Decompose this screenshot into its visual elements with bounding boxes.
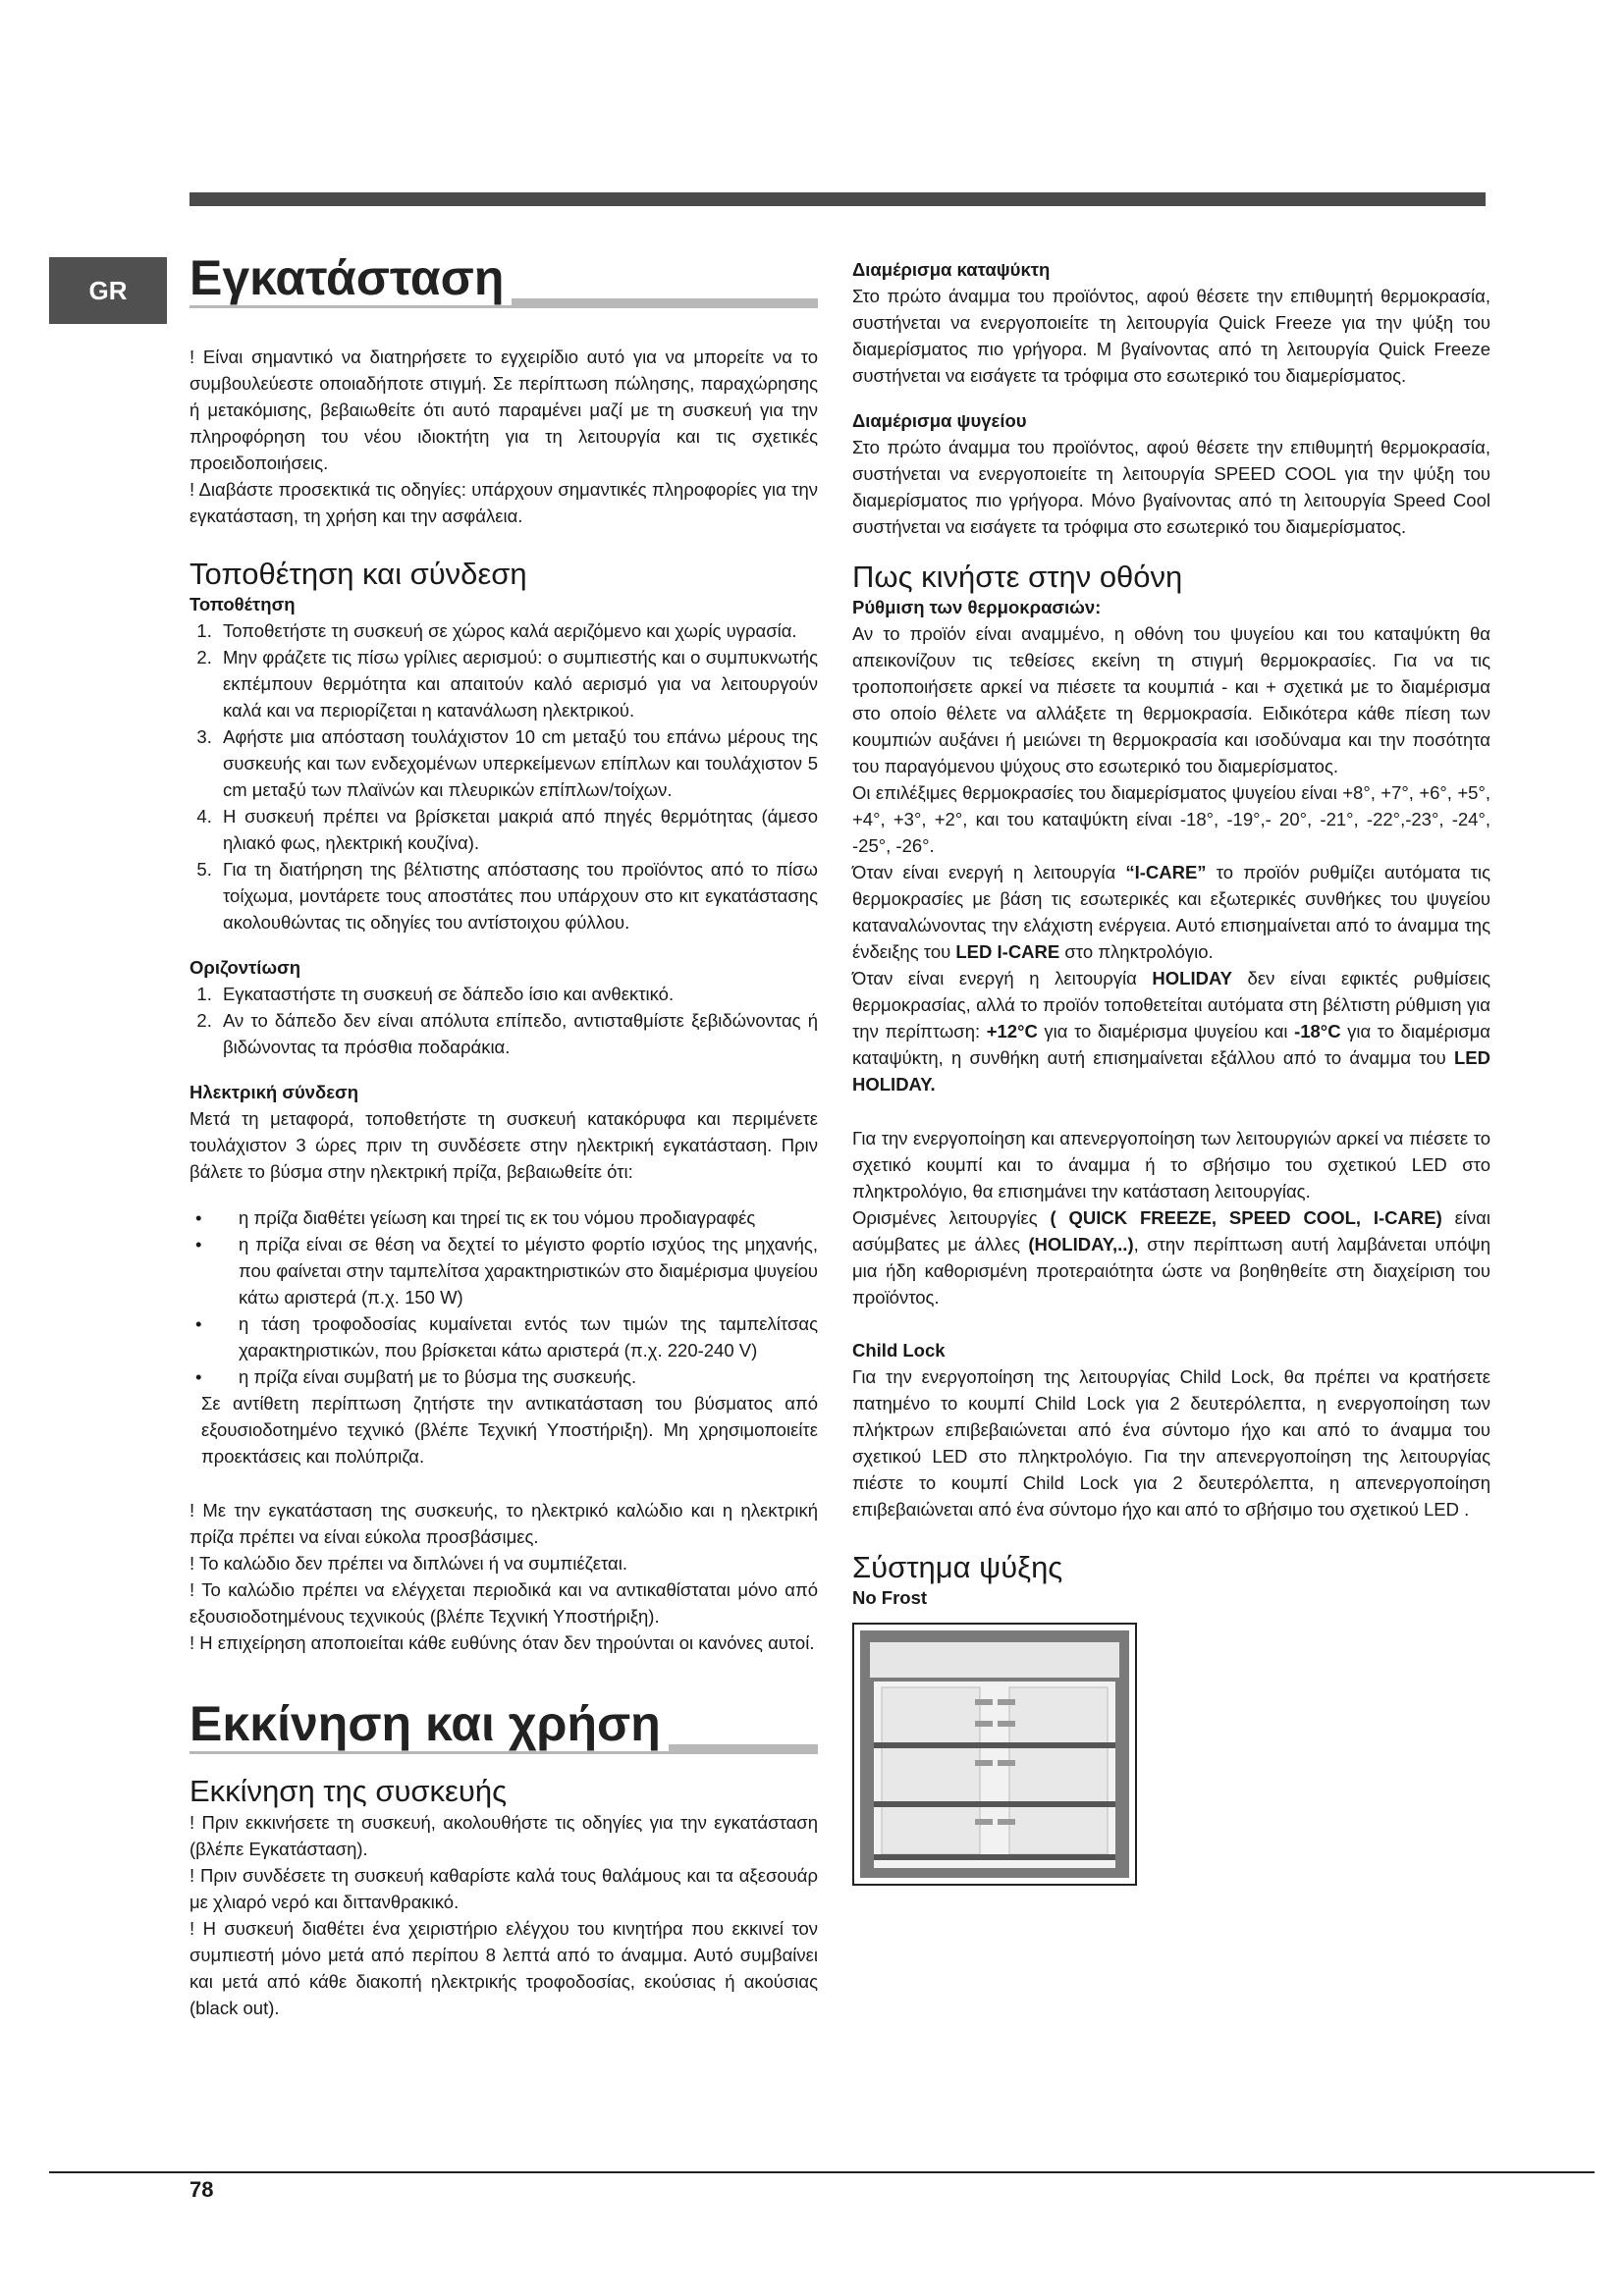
screen-paragraph-1: Αν το προϊόν είναι αναμμένο, η οθόνη του ψυγείου και του καταψύκτη θα απεικονίζουν τις τεθείσες εκείνη τη στιγμή θερμοκρασίες. Για να τις τροποποιήσετε αρκεί να πιέσετε τα κουμπιά - και + σχετικά με το διαμέρισμα στο οποίο θέλετε να αλλάξετε τη θερμοκρασία. Ειδικότερα κάθε πίεση των κουμπιών αυξάνει ή μειώνει τη θερμοκρασία και ισοδύναμα και την ποσότητα του παραγόμενου ψύχους στο εσωτερικό του διαμερίσματος.	[852, 623, 1490, 776]
language-tab: GR	[49, 257, 167, 324]
placement-title: Τοποθέτηση και σύνδεση	[189, 557, 527, 591]
list-item: 2. Μην φράζετε τις πίσω γρίλιες αερισμού: ο συμπιεστής και ο συμπυκνωτής εκπέμπουν θερμότητα και απαιτούν καλό αερισμό για να λειτουργούν καλά και να περιορίζεται η κατανάλωση ηλεκτρικού.	[217, 644, 818, 723]
list-item: 2. Αν το δάπεδο δεν είναι απόλυτα επίπεδο, αντισταθμίστε ξεβιδώνοντας ή βιδώνοντας τα πρόσθια ποδαράκια.	[217, 1007, 818, 1060]
warning-1: ! Με την εγκατάσταση της συσκευής, το ηλεκτρικό καλώδιο και η ηλεκτρική πρίζα πρέπει να είναι εύκολα προσβάσιμες.	[189, 1500, 818, 1547]
list-item: 4. Η συσκευή πρέπει να βρίσκεται μακριά από πηγές θερμότητας (άμεσο ηλιακό φως, ηλεκτρική κουζίνα).	[217, 803, 818, 856]
placement-list	[189, 617, 818, 935]
top-compartment	[870, 1642, 1119, 1678]
leveling-subtitle: Οριζοντίωση	[189, 957, 301, 978]
list-item: • η πρίζα είναι σε θέση να δεχτεί το μέγιστο φορτίο ισχύος της μηχανής, που φαίνεται στην ταμπελίτσα χαρακτηριστικών στο διαμέρισμα ψυγείου κάτω αριστερά (π.χ. 150 W)	[219, 1231, 818, 1310]
list-item: 5. Για τη διατήρηση της βέλτιστης απόστασης του προϊόντος από το πίσω τοίχωμα, μοντάρετε τους αποστάτες που υπάρχουν στο κιτ εγκατάστασης ακολουθώντας τις οδηγίες του αντίστοιχου φύλλου.	[217, 856, 818, 935]
fridge-subtitle: Διαμέρισμα ψυγείου	[852, 410, 1027, 431]
screen-paragraph-2: Οι επιλέξιμες θερμοκρασίες του διαμερίσματος ψυγείου είναι +8°, +7°, +6°, +5°, +4°, +3°, +2°, και του καταψύκτη είναι -18°, -19°,- 20°, -21°, -22°,-23°, -24°, -25°, -26°.	[852, 782, 1490, 856]
childlock-paragraph: Για την ενεργοποίηση της λειτουργίας Child Lock, θα πρέπει να κρατήσετε πατημένο το κουμπί Child Lock για 2 δευτερόλεπτα, η ενεργοποίηση των πλήκτρων επιβεβαιώνεται από ένα σύντομο ήχο και από το άναμμα του σχετικού LED στο πληκτρολόγιο. Για την απενεργοποίηση της λειτουργίας πιέστε το κουμπί Child Lock για 2 δευτερόλεπτα, η απενεργοποίηση επιβεβαιώνεται από ένα σύντομο ήχο και από το σβήσιμο του σχετικού LED .	[852, 1366, 1490, 1520]
warning-2: ! Το καλώδιο δεν πρέπει να διπλώνει ή να συμπιέζεται.	[189, 1553, 627, 1574]
intro-paragraph-1: ! Είναι σημαντικό να διατηρήσετε το εγχειρίδιο αυτό για να μπορείτε να το συμβουλεύεστε οποιαδήποτε στιγμή. Σε περίπτωση πώλησης, παραχώρησης ή μετακόμισης, βεβαιωθείτε ότι αυτό παραμένει μαζί με τη συσκευή για την πληροφόρηση του νέου ιδιοκτήτη για τη λειτουργία και τις σχετικές προειδοποιήσεις.	[189, 347, 818, 473]
airflow-arrow	[998, 1721, 1015, 1727]
top-rule	[189, 192, 1486, 206]
list-item: • η πρίζα διαθέτει γείωση και τηρεί τις εκ του νόμου προδιαγραφές	[219, 1204, 818, 1231]
start-paragraph-2: ! Πριν συνδέσετε τη συσκευή καθαρίστε καλά τους θαλάμους και τα αξεσουάρ με χλιαρό νερό και διττανθρακικό.	[189, 1865, 818, 1912]
airflow-arrow	[975, 1699, 993, 1705]
airflow-arrow	[975, 1760, 993, 1766]
holiday-paragraph: Όταν είναι ενεργή η λειτουργία HOLIDAY δεν είναι εφικτές ρυθμίσεις θερμοκρασίας, αλλά το προϊόν τοποθετείται αυτόματα στη βέλτιστη ρύθμιση για την περίπτωση: +12°C για το διαμέρισμα ψυγείου και -18°C για το διαμέρισμα καταψύκτη, η συνθήκη αυτή επισημαίνεται εξάλλου από το άναμμα του LED HOLIDAY.	[852, 968, 1491, 1095]
cooling-subtitle: No Frost	[852, 1587, 928, 1608]
right-column	[852, 257, 1490, 1891]
list-item: 3. Αφήστε μια απόσταση τουλάχιστον 10 cm μεταξύ του επάνω μέρους της συσκευής και των ενδεχομένων υπερκείμενων επίπλων και τουλάχιστον 5 cm μεταξύ των πλαϊνών και πλευρικών επίπλων/τοίχων.	[217, 723, 818, 803]
start-paragraph-3: ! Η συσκευή διαθέτει ένα χειριστήριο ελέγχου του κινητήρα που εκκινεί τον συμπιεστή μόνο μετά από περίπου 8 λεπτά από το άναμμα. Αυτό συμβαίνει και μετά από κάθε διακοπή ηλεκτρικής τροφοδοσίας, εκούσιας ή ακούσιας (black out).	[189, 1918, 818, 2018]
start-paragraph-1: ! Πριν εκκινήσετε τη συσκευή, ακολουθήστε τις οδηγίες για την εγκατάσταση (βλέπε Εγκατάσταση).	[189, 1812, 818, 1859]
list-item: • η πρίζα είναι συμβατή με το βύσμα της συσκευής.	[219, 1363, 818, 1390]
warning-3: ! Το καλώδιο πρέπει να ελέγχεται περιοδικά και να αντικαθίσταται μόνο από εξουσιοδοτημένους τεχνικούς (βλέπε Τεχνική Υποστήριξη).	[189, 1579, 818, 1627]
airflow-arrow	[975, 1721, 993, 1727]
nofrost-diagram	[852, 1623, 1137, 1886]
placement-subtitle: Τοποθέτηση	[189, 594, 296, 614]
leveling-list	[189, 981, 818, 1060]
shelf	[874, 1742, 1115, 1748]
shelf	[874, 1854, 1115, 1860]
freezer-paragraph: Στο πρώτο άναμμα του προϊόντος, αφού θέσετε την επιθυμητή θερμοκρασία, συστήνεται να ενεργοποιείτε τη λειτουργία Quick Freeze για την ψύξη του διαμερίσματος πιο γρήγορα. Μ βγαίνοντας από τη λειτουργία Quick Freeze συστήνεται να εισάγετε τα τρόφιμα στο εσωτερικό του διαμερίσματος.	[852, 286, 1490, 386]
freezer-subtitle: Διαμέρισμα καταψύκτη	[852, 259, 1051, 280]
screen-title: Πως κινήστε στην οθόνη	[852, 560, 1183, 594]
childlock-subtitle: Child Lock	[852, 1340, 946, 1361]
functions-paragraph-1: Για την ενεργοποίηση και απενεργοποίηση των λειτουργιών αρκεί να πιέσετε το σχετικό κουμπί και το άναμμα ή το σβήσιμο του σχετικού LED στο πληκτρολόγιο, θα επισημάνει την κατάσταση λειτουργίας.	[852, 1128, 1490, 1201]
warning-4: ! Η επιχείρηση αποποιείται κάθε ευθύνης όταν δεν τηρούνται οι κανόνες αυτοί.	[189, 1632, 815, 1653]
electric-intro: Μετά τη μεταφορά, τοποθετήστε τη συσκευή κατακόρυφα και περιμένετε τουλάχιστον 3 ώρες πριν τη συνδέσετε στην ηλεκτρική εγκατάσταση. Πριν βάλετε το βύσμα στην ηλεκτρική πρίζα, βεβαιωθείτε ότι:	[189, 1108, 818, 1182]
airflow-arrow	[975, 1819, 993, 1825]
left-drawer-area	[882, 1687, 980, 1854]
bottom-rule	[49, 2171, 1595, 2173]
left-column	[189, 245, 818, 2021]
list-item: 1. Εγκαταστήστε τη συσκευή σε δάπεδο ίσιο και ανθεκτικό.	[217, 981, 818, 1007]
cooling-title: Σύστημα ψύξης	[852, 1550, 1063, 1584]
electric-bullets	[189, 1204, 818, 1390]
airflow-arrow	[998, 1819, 1015, 1825]
right-drawer-area	[1009, 1687, 1108, 1854]
list-item: • η τάση τροφοδοσίας κυμαίνεται εντός των τιμών της ταμπελίτσας χαρακτηριστικών, που βρίσκεται κάτω αριστερά (π.χ. 220-240 V)	[219, 1310, 818, 1363]
electric-else: Σε αντίθετη περίπτωση ζητήστε την αντικατάσταση του βύσματος από εξουσιοδοτημένο τεχνικό (βλέπε Τεχνική Υποστήριξη). Μη χρησιμοποιείτε προεκτάσεις και πολύπριζα.	[201, 1393, 818, 1467]
shelf	[874, 1801, 1115, 1807]
intro-paragraph-2: ! Διαβάστε προσεκτικά τις οδηγίες: υπάρχουν σημαντικές πληροφορίες για την εγκατάσταση, τη χρήση και την ασφάλεια.	[189, 479, 818, 526]
start-title: Εκκίνηση και χρήση	[189, 1691, 818, 1754]
functions-paragraph-2: Ορισμένες λειτουργίες ( QUICK FREEZE, SPEED COOL, I-CARE) είναι ασύμβατες με άλλες (HOLIDAY,..), στην περίπτωση αυτή λαμβάνεται υπόψη μια ήδη καθορισμένη προτεραιότητα ώστε να βοηθηθείτε στη διαχείριση του προϊόντος.	[852, 1207, 1490, 1308]
install-title: Εγκατάσταση	[189, 245, 818, 308]
page-number: 78	[189, 2177, 214, 2202]
screen-subtitle: Ρύθμιση των θερμοκρασιών:	[852, 597, 1102, 617]
electric-subtitle: Ηλεκτρική σύνδεση	[189, 1082, 359, 1102]
airflow-arrow	[998, 1760, 1015, 1766]
airflow-arrow	[998, 1699, 1015, 1705]
start-subtitle: Εκκίνηση της συσκευής	[189, 1774, 508, 1808]
list-item: 1. Τοποθετήστε τη συσκευή σε χώρος καλά αεριζόμενο και χωρίς υγρασία.	[217, 617, 818, 644]
fridge-paragraph: Στο πρώτο άναμμα του προϊόντος, αφού θέσετε την επιθυμητή θερμοκρασία, συστήνεται να ενεργοποιείτε τη λειτουργία SPEED COOL για την ψύξη του διαμερίσματος πιο γρήγορα. Μόνο βγαίνοντας από τη λειτουργία Speed Cool συστήνεται να εισάγετε τα τρόφιμα στο εσωτερικό του διαμερίσματος.	[852, 437, 1490, 537]
icare-paragraph: Όταν είναι ενεργή η λειτουργία “I-CARE” το προϊόν ρυθμίζει αυτόματα τις θερμοκρασίες με βάση τις εσωτερικές και εξωτερικές συνθήκες του ψυγείου καταναλώνοντας την ελάχιστη ενέργεια. Αυτό επισημαίνεται από το άναμμα της ένδειξης του LED I-CARE στο πληκτρολόγιο.	[852, 862, 1490, 962]
